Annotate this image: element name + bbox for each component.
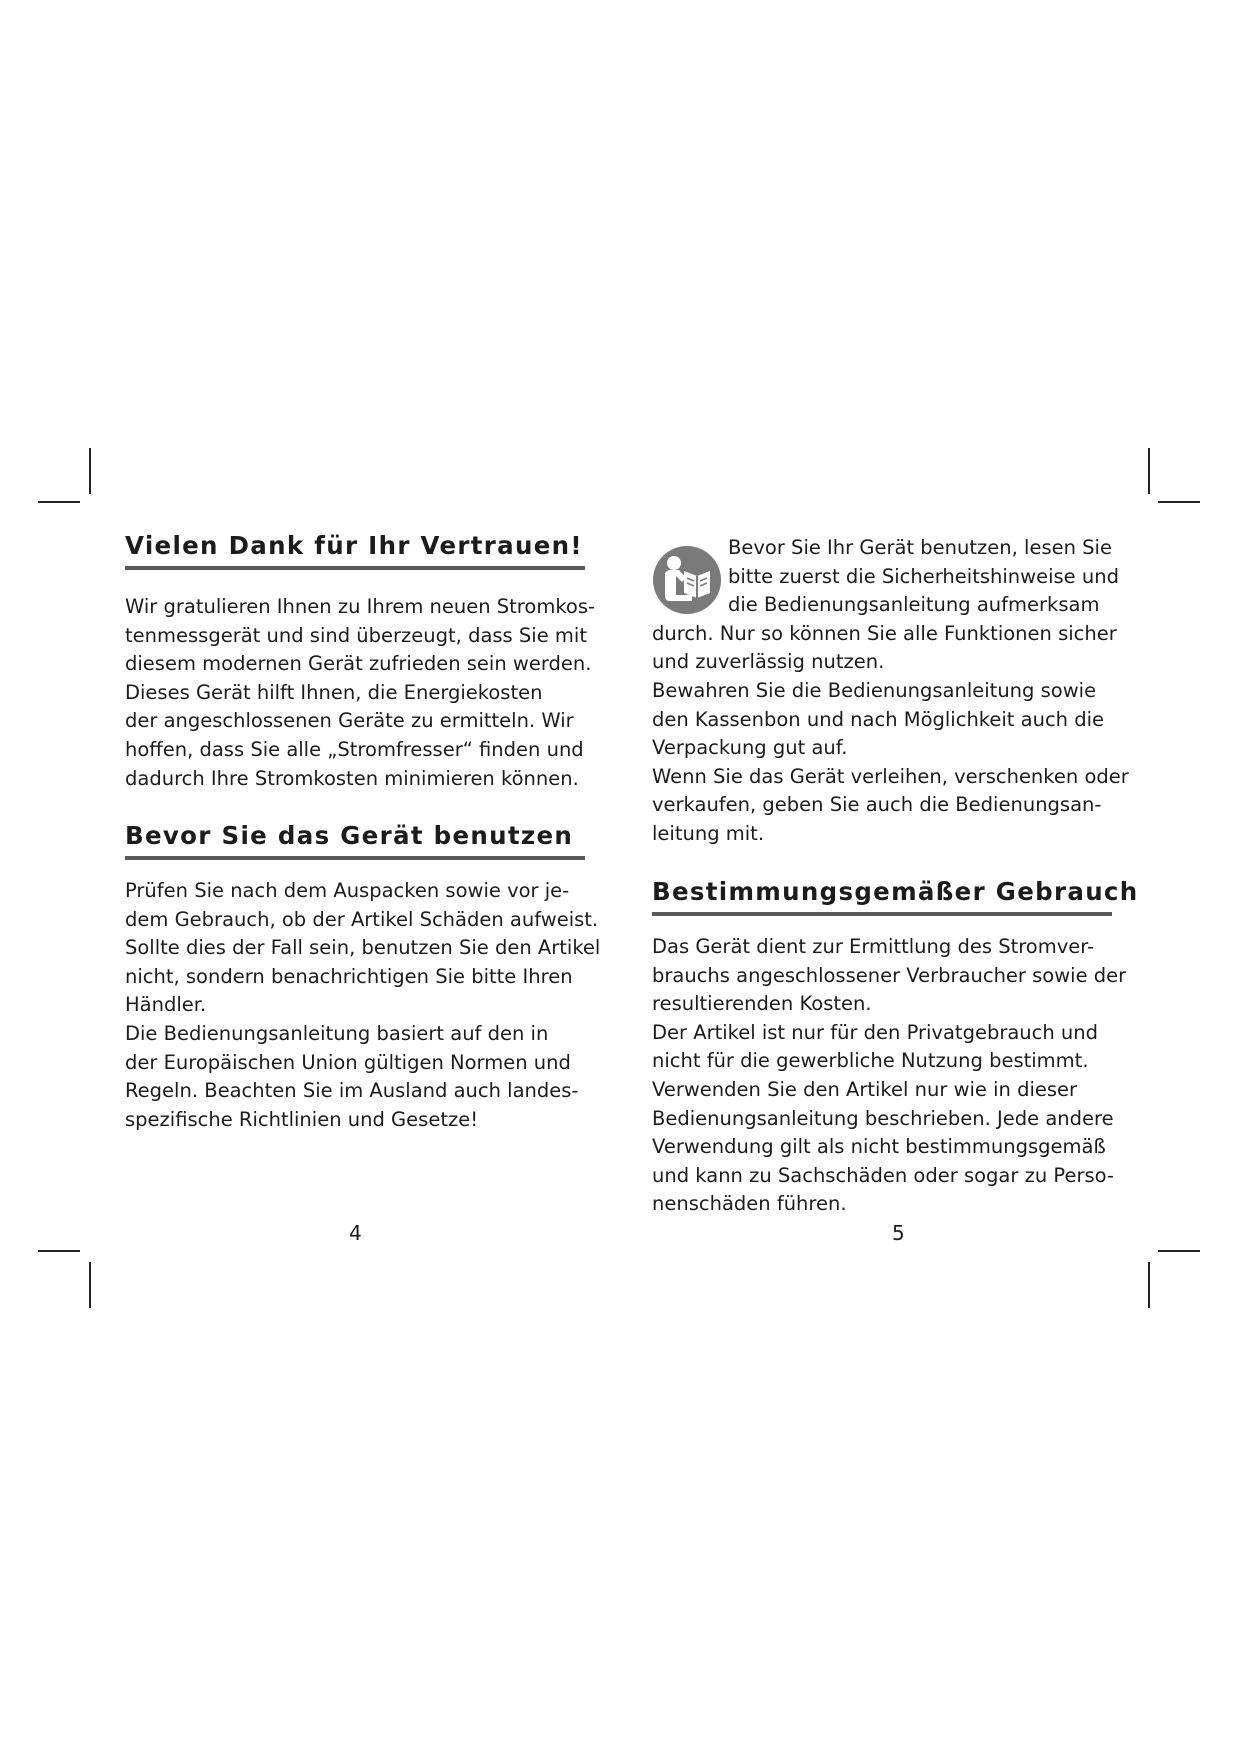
text-line: Bevor Sie Ihr Gerät benutzen, lesen Sie bbox=[728, 536, 1112, 559]
text-line: Dieses Gerät hilft Ihnen, die Energiekosten bbox=[125, 680, 543, 704]
heading-underline bbox=[125, 566, 585, 570]
page-number-left: 4 bbox=[349, 1221, 362, 1245]
text-line: Das Gerät dient zur Ermittlung des Stromver- bbox=[652, 935, 1095, 958]
text-line: durch. Nur so können Sie alle Funktionen sicher bbox=[652, 621, 1117, 645]
heading-underline bbox=[652, 912, 1112, 916]
text-line: Verpackung gut auf. bbox=[652, 736, 848, 760]
text-line: Verwenden Sie den Artikel nur wie in dieser bbox=[652, 1077, 1078, 1101]
text-line: Händler. bbox=[125, 993, 207, 1017]
heading-before-use: Bevor Sie das Gerät benutzen bbox=[125, 821, 574, 850]
text-line: der Europäischen Union gültigen Normen und bbox=[125, 1050, 571, 1074]
paragraph-congratulations bbox=[125, 593, 595, 793]
text-line: resultierenden Kosten. bbox=[652, 992, 872, 1016]
heading-intended-use: Bestimmungsgemäßer Gebrauch bbox=[652, 877, 1139, 906]
text-line: bitte zuerst die Sicherheitshinweise und bbox=[728, 564, 1119, 588]
text-line: leitung mit. bbox=[652, 821, 765, 845]
text-line: Wir gratulieren Ihnen zu Ihrem neuen Stromkos- bbox=[125, 595, 596, 618]
crop-mark bbox=[1158, 1250, 1200, 1252]
crop-mark bbox=[1148, 448, 1150, 494]
text-line: Wenn Sie das Gerät verleihen, verschenken oder bbox=[652, 764, 1129, 788]
paragraph-before-use bbox=[125, 877, 601, 1134]
heading-underline bbox=[125, 856, 585, 860]
text-line: Regeln. Beachten Sie im Ausland auch landes- bbox=[125, 1079, 579, 1103]
text-line: nicht für die gewerbliche Nutzung bestimmt. bbox=[652, 1049, 1089, 1073]
crop-mark bbox=[1148, 1262, 1150, 1308]
text-line: tenmessgerät und sind überzeugt, dass Sie mit bbox=[125, 623, 587, 647]
text-line: Bedienungsanleitung beschrieben. Jede andere bbox=[652, 1106, 1114, 1130]
text-line: Bewahren Sie die Bedienungsanleitung sowie bbox=[652, 678, 1097, 702]
text-line: der angeschlossenen Geräte zu ermitteln. Wir bbox=[125, 709, 574, 733]
text-line: nicht, sondern benachrichtigen Sie bitte Ihren bbox=[125, 964, 573, 988]
crop-mark bbox=[89, 1262, 91, 1308]
crop-mark bbox=[1158, 501, 1200, 503]
text-line: den Kassenbon und nach Möglichkeit auch die bbox=[652, 707, 1105, 731]
text-line: verkaufen, geben Sie auch die Bedienungsan- bbox=[652, 793, 1102, 817]
text-line: und kann zu Sachschäden oder sogar zu Perso- bbox=[652, 1163, 1114, 1187]
text-line: Prüfen Sie nach dem Auspacken sowie vor je- bbox=[125, 879, 570, 902]
text-line: dadurch Ihre Stromkosten minimieren können. bbox=[125, 766, 579, 790]
text-line: Verwendung gilt als nicht bestimmungsgemäß bbox=[652, 1135, 1106, 1159]
heading-thank-you: Vielen Dank für Ihr Vertrauen! bbox=[125, 531, 583, 560]
crop-mark bbox=[89, 448, 91, 494]
text-line: dem Gebrauch, ob der Artikel Schäden aufweist. bbox=[125, 907, 599, 931]
text-line: die Bedienungsanleitung aufmerksam bbox=[728, 593, 1100, 617]
text-line: hoffen, dass Sie alle „Stromfresser“ finden und bbox=[125, 737, 584, 761]
text-line: diesem modernen Gerät zufrieden sein werden. bbox=[125, 652, 592, 676]
text-line: Sollte dies der Fall sein, benutzen Sie den Artikel bbox=[125, 936, 601, 960]
text-line: und zuverlässig nutzen. bbox=[652, 650, 885, 674]
text-line: Der Artikel ist nur für den Privatgebrauch und bbox=[652, 1020, 1099, 1044]
text-line: brauchs angeschlossener Verbraucher sowie der bbox=[652, 963, 1127, 987]
crop-mark bbox=[38, 501, 80, 503]
text-line: Die Bedienungsanleitung basiert auf den in bbox=[125, 1021, 549, 1045]
text-line: nenschäden führen. bbox=[652, 1192, 847, 1216]
page-number-right: 5 bbox=[892, 1221, 905, 1245]
text-line: spezifische Richtlinien und Gesetze! bbox=[125, 1107, 479, 1131]
crop-mark bbox=[38, 1250, 80, 1252]
paragraph-intro bbox=[652, 534, 1129, 849]
paragraph-intended-use bbox=[652, 933, 1127, 1219]
